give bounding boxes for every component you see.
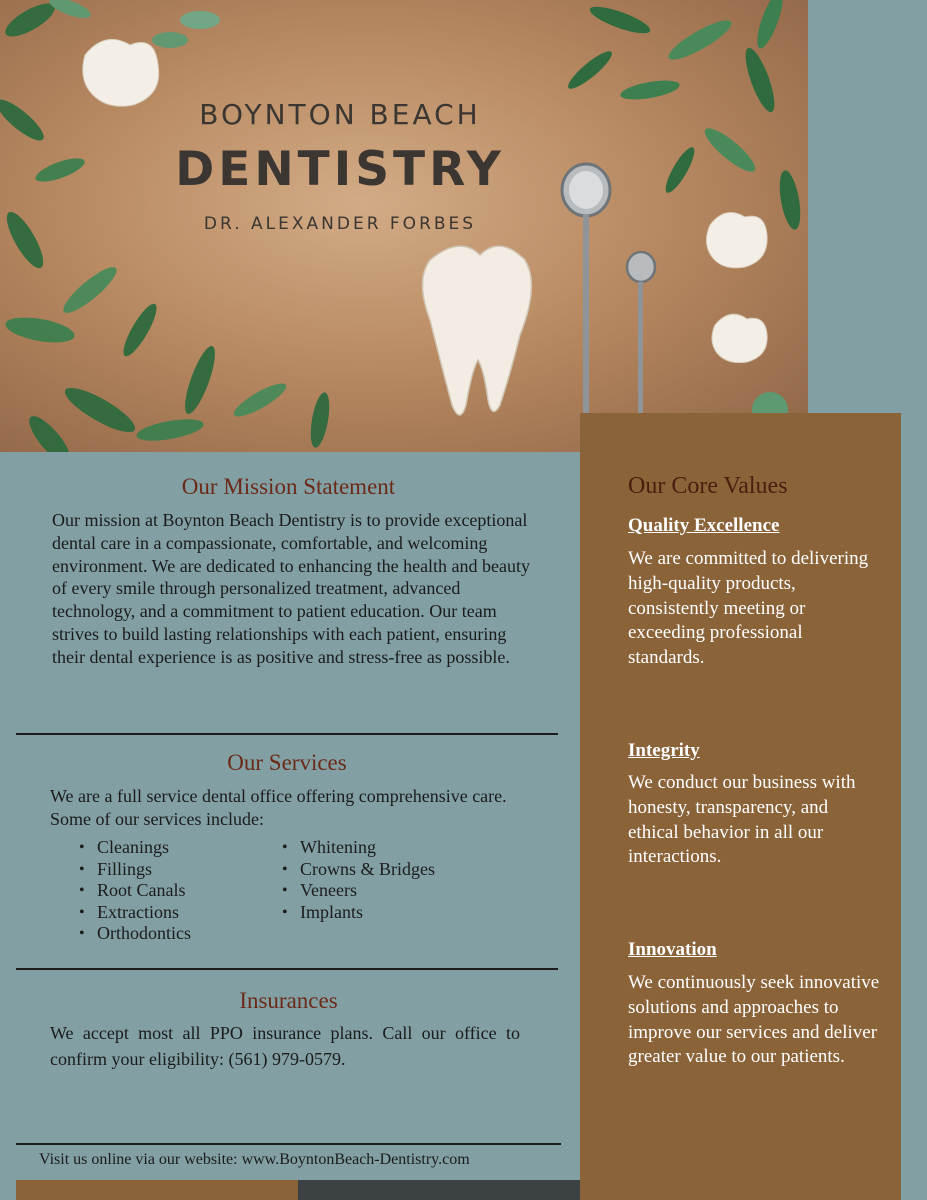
hero-doctor-name: DR. ALEXANDER FORBES (203, 214, 477, 234)
services-title: Our Services (227, 750, 347, 775)
hero-title: DENTISTRY (175, 142, 505, 197)
services-intro: We are a full service dental office offering comprehensive care. Some of our services include: (50, 786, 507, 829)
list-item: • Cleanings (77, 837, 277, 859)
list-item: • Extractions (77, 902, 277, 924)
website-footer: Visit us online via our website: www.BoyntonBeach-Dentistry.com (39, 1151, 470, 1168)
hero-practice-name: BOYNTON BEACH (199, 98, 481, 131)
insurances-text: We accept most all PPO insurance plans. Call our office to confirm your eligibility: (561) 979-0579. (50, 1023, 520, 1069)
value-text-integrity: We conduct our business with honesty, transparency, and ethical behavior in all our interactions. (628, 772, 856, 868)
list-item: • Implants (280, 902, 530, 924)
list-item: • Crowns & Bridges (280, 859, 530, 881)
footer-strip-brown (16, 1180, 298, 1200)
value-heading-innovation: Innovation (628, 939, 717, 960)
mission-text: Our mission at Boynton Beach Dentistry is to provide exceptional dental care in a compassionate, comfortable, and welcoming environment. We are dedicated to enhancing the health and beauty of every smile through personalized treatment, advanced technology, and a commitment to patient education. Our team strives to build lasting relationships with each patient, ensuring their dental experience is as positive and stress-free as possible. (52, 510, 531, 667)
divider (16, 968, 558, 970)
hero-image (0, 0, 808, 452)
value-text-quality: We are committed to delivering high-quality products, consistently meeting or exceeding professional standards. (628, 548, 869, 669)
services-list-1 (77, 837, 277, 945)
value-text-innovation: We continuously seek innovative solutions and approaches to improve our services and deliver greater value to our patients. (628, 972, 880, 1068)
mission-title: Our Mission Statement (181, 474, 396, 499)
value-heading-integrity: Integrity (628, 740, 700, 761)
list-item: • Root Canals (77, 880, 277, 902)
value-heading-quality: Quality Excellence (628, 515, 780, 536)
services-list-2 (280, 837, 530, 923)
list-item: • Orthodontics (77, 923, 277, 945)
footer-strip-dark (298, 1180, 580, 1200)
divider (16, 733, 558, 735)
list-item: • Whitening (280, 837, 530, 859)
list-item: • Fillings (77, 859, 277, 881)
divider (16, 1143, 561, 1145)
core-values-title: Our Core Values (628, 473, 788, 499)
insurances-title: Insurances (239, 988, 338, 1013)
list-item: • Veneers (280, 880, 530, 902)
